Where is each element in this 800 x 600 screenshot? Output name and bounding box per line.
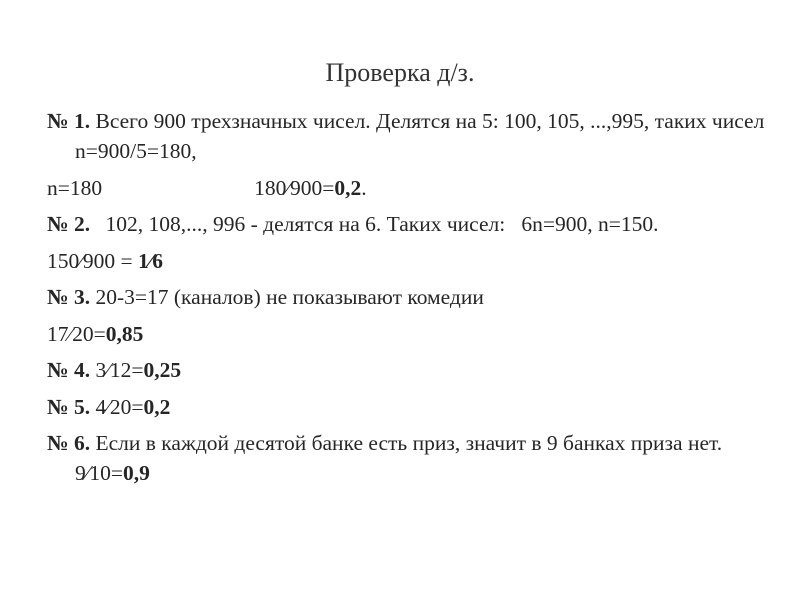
task-6-number: № 6. [47,431,91,455]
task-6 [47,428,767,488]
task-5-number: № 5. [47,394,91,419]
task-3-answer [47,319,767,349]
task-3-text: 20-3=17 (каналов) не показывают комедии [95,285,484,309]
task-2-fraction: 150⁄900 = [47,248,138,273]
task-5-result: 0,2 [143,394,171,419]
task-4-number: № 4. [47,358,91,382]
task-6-result: 0,9 [122,461,150,485]
task-4-fraction: 3⁄12= [95,358,144,382]
slide-body [47,106,767,495]
task-1-count: n=180 [47,175,103,200]
task-2-number: № 2. [47,212,91,236]
task-5 [47,392,767,422]
task-5-fraction: 4⁄20= [95,394,144,419]
task-3-fraction: 17⁄20= [47,321,106,346]
task-1-answer [47,173,767,203]
task-3 [47,282,767,312]
task-1-text: Всего 900 трехзначных чисел. Делятся на 5: 100, 105, ...,995, таких чисел n=900/5=180, [75,109,765,163]
task-3-result: 0,85 [105,321,144,346]
task-6-text: Если в каждой десятой банке есть приз, значит в 9 банках приза нет. 9⁄10= [75,431,723,485]
task-1-fraction: 180⁄900= [254,175,335,200]
task-1-period: . [361,175,367,200]
slide-title: Проверка д/з. [325,58,475,87]
task-1-result: 0,2 [334,175,362,200]
task-4 [47,355,767,385]
task-2-text: 102, 108,..., 996 - делятся на 6. Таких чисел: 6n=900, n=150. [105,212,659,236]
task-3-number: № 3. [47,285,91,309]
task-1-number: № 1. [47,109,91,133]
task-2-result: 1⁄6 [137,248,164,273]
task-4-result: 0,25 [143,358,182,382]
task-2 [47,209,767,239]
task-1 [47,106,767,166]
task-2-answer [47,246,767,276]
